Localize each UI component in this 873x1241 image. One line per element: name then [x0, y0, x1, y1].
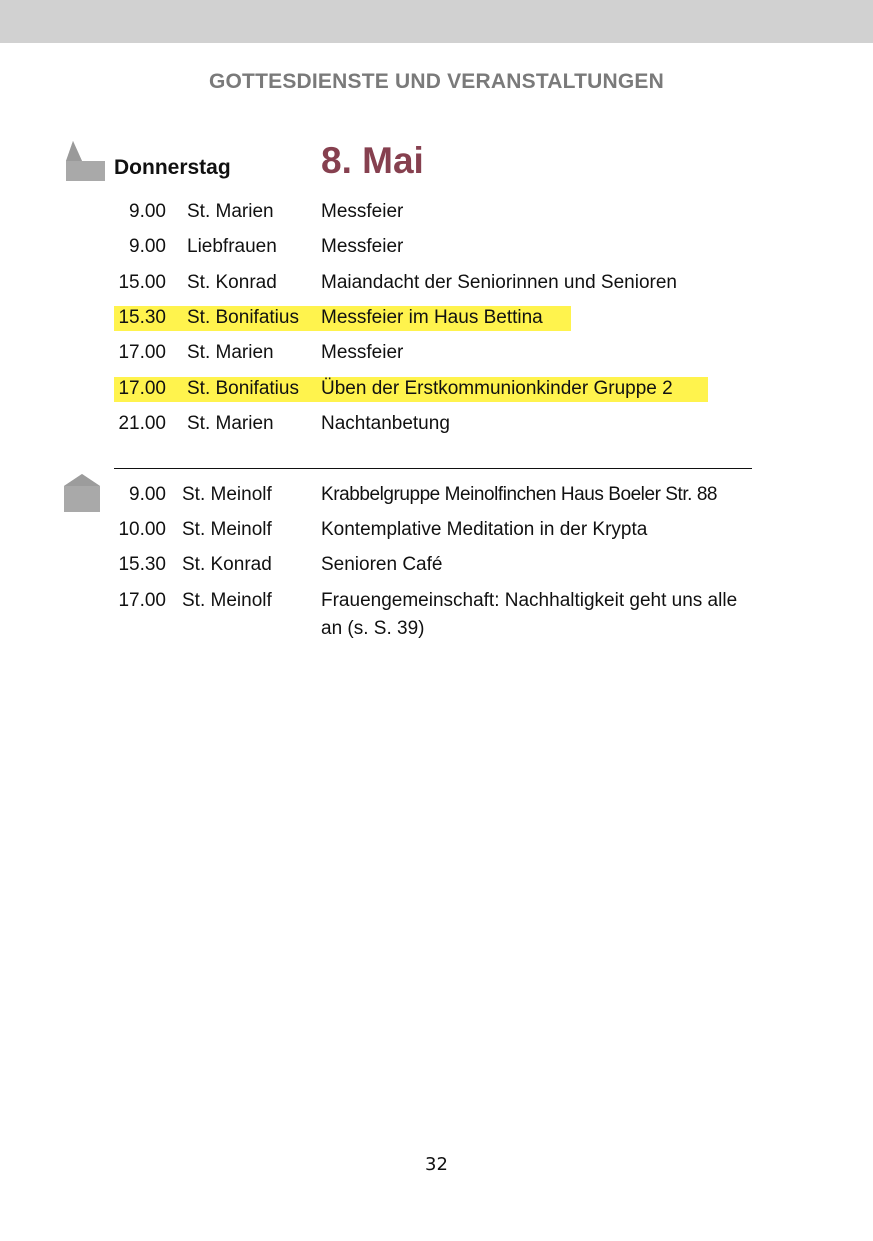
time: 15.30	[118, 307, 166, 328]
place: St. Meinolf	[182, 484, 272, 505]
event: Kontemplative Meditation in der Krypta	[321, 519, 648, 540]
place: St. Meinolf	[182, 590, 272, 611]
time: 17.00	[118, 378, 166, 399]
church-icon	[64, 141, 106, 181]
place: St. Konrad	[182, 554, 272, 575]
top-bar	[0, 0, 873, 43]
place: St. Marien	[187, 413, 274, 434]
time: 10.00	[118, 519, 166, 540]
place: St. Meinolf	[182, 519, 272, 540]
event: Krabbelgruppe Meinolfinchen Haus Boeler Str. 88	[321, 484, 718, 505]
time: 21.00	[118, 413, 166, 434]
place: St. Marien	[187, 201, 274, 222]
time: 15.00	[118, 272, 166, 293]
event: Üben der Erstkommunionkinder Gruppe 2	[321, 378, 673, 399]
house-icon	[63, 474, 101, 512]
time: 9.00	[129, 201, 166, 222]
place: St. Bonifatius	[187, 378, 299, 399]
event: Messfeier	[321, 342, 404, 363]
event: Maiandacht der Seniorinnen und Senioren	[321, 272, 677, 293]
date-heading: 8. Mai	[321, 140, 424, 181]
time: 9.00	[129, 484, 166, 505]
place: St. Bonifatius	[187, 307, 299, 328]
time: 17.00	[118, 342, 166, 363]
event: Messfeier im Haus Bettina	[321, 307, 543, 328]
place: St. Marien	[187, 342, 274, 363]
place: St. Konrad	[187, 272, 277, 293]
event: Messfeier	[321, 201, 404, 222]
time: 17.00	[118, 590, 166, 611]
divider	[114, 468, 752, 469]
event: Senioren Café	[321, 554, 443, 575]
time: 15.30	[118, 554, 166, 575]
time: 9.00	[129, 236, 166, 257]
page-section-title: GOTTESDIENSTE UND VERANSTALTUNGEN	[208, 70, 664, 93]
event: Nachtanbetung	[321, 413, 450, 434]
page-number: 32	[425, 1154, 448, 1175]
place: Liebfrauen	[187, 236, 277, 257]
event: Messfeier	[321, 236, 404, 257]
event: Frauengemeinschaft: Nachhaltigkeit geht uns alle an (s. S. 39)	[321, 590, 738, 639]
weekday-label: Donnerstag	[114, 156, 231, 179]
